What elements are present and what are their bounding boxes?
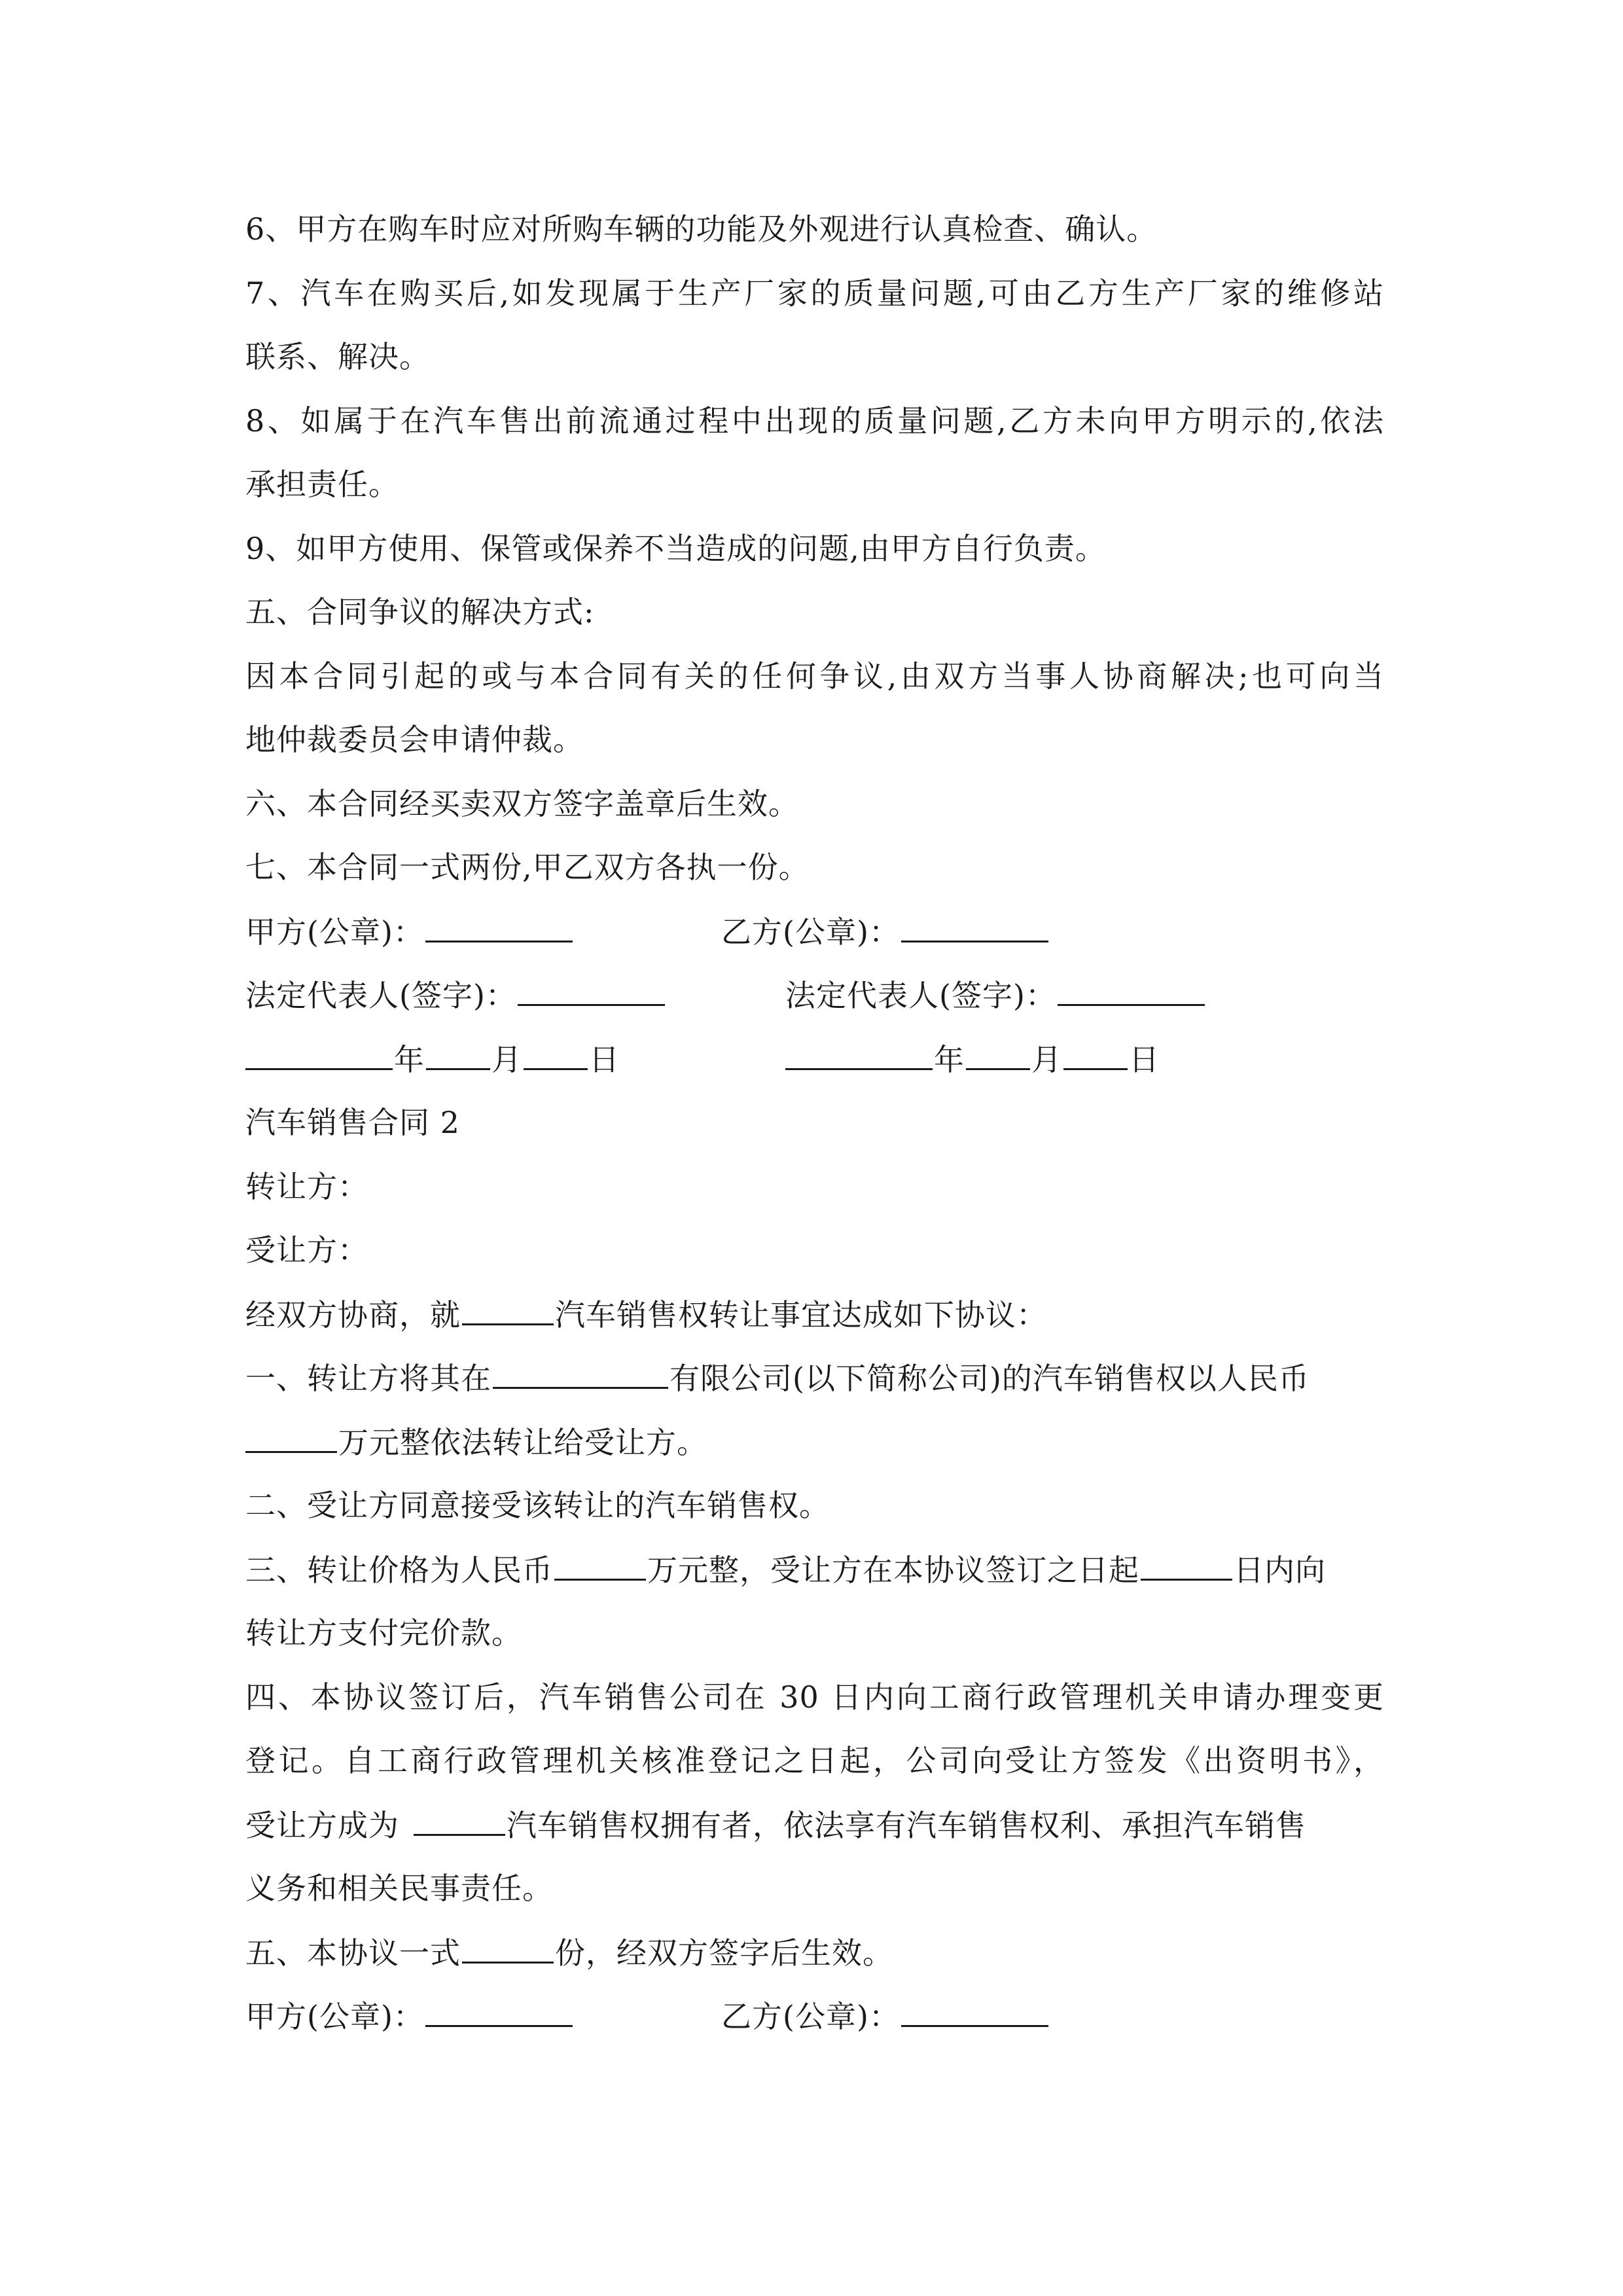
c2-party-a-blank (425, 1996, 573, 2027)
party-b-day-label: 日 (1129, 1042, 1160, 1077)
c3-price-blank (554, 1550, 646, 1581)
c4-owner-blank (414, 1805, 505, 1836)
c1-text-a: 一、转让方将其在 (245, 1361, 491, 1396)
party-b-month-blank (966, 1039, 1030, 1070)
clause-7-line-1: 7、汽车在购买后,如发现属于生产厂家的质量问题,可由乙方生产厂家的维修站 (245, 276, 1384, 311)
party-a-day-blank (524, 1039, 588, 1070)
clause-6: 6、甲方在购车时应对所购车辆的功能及外观进行认真检查、确认。 (245, 211, 1158, 247)
intro-text-b: 汽车销售权转让事宜达成如下协议： (555, 1297, 1047, 1333)
dispute-line-1: 因本合同引起的或与本合同有关的任何争议,由双方当事人协商解决;也可向当 (245, 658, 1384, 694)
section-6: 六、本合同经买卖双方签字盖章后生效。 (245, 786, 799, 821)
clause-8-line-1: 8、如属于在汽车售出前流通过程中出现的质量问题,乙方未向甲方明示的,依法 (245, 403, 1384, 439)
c1-amount-blank (245, 1422, 337, 1453)
party-a-seal-blank (425, 912, 573, 942)
c2-party-b-blank (901, 1996, 1048, 2027)
section-7: 七、本合同一式两份,甲乙双方各执一份。 (245, 850, 810, 885)
party-a-day-label: 日 (589, 1042, 620, 1077)
party-a-rep-label (245, 975, 666, 1015)
party-b-day-blank (1063, 1039, 1128, 1070)
party-a-rep-blank (518, 975, 665, 1006)
c2-party-a-text: 甲方(公章)： (245, 1999, 424, 2034)
party-a-month-label: 月 (491, 1042, 522, 1077)
clause-7-line-2: 联系、解决。 (245, 339, 430, 374)
c2-signature-row (245, 1996, 1384, 2036)
party-a-year-label: 年 (394, 1042, 425, 1077)
party-b-rep-label (785, 975, 1206, 1015)
party-b-year-label: 年 (934, 1042, 965, 1077)
c5-copies-blank (462, 1933, 554, 1964)
dispute-line-2: 地仲裁委员会申请仲裁。 (245, 722, 584, 757)
c2-clause-1-line-1 (245, 1358, 1384, 1397)
clause-8-line-2: 承担责任。 (245, 467, 399, 502)
c2-clause-5 (245, 1933, 1384, 1972)
contract-2-title: 汽车销售合同 2 (245, 1105, 460, 1140)
c1-company-blank (493, 1358, 668, 1389)
c3-text-c: 日内向 (1234, 1552, 1326, 1588)
signature-row-date (245, 1039, 1384, 1079)
party-a-month-blank (426, 1039, 490, 1070)
party-a-rep-text: 法定代表人(签字)： (245, 978, 516, 1013)
party-b-seal-text: 乙方(公章)： (721, 914, 900, 950)
c2-clause-4-line-2: 登记。自工商行政管理机关核准登记之日起，公司向受让方签发《出资明书》， (245, 1743, 1384, 1778)
c2-party-a-seal (245, 1996, 574, 2036)
party-b-year-blank (785, 1039, 933, 1070)
c1-text-c: 万元整依法转让给受让方。 (338, 1425, 707, 1460)
c5-text-a: 五、本协议一式 (245, 1935, 461, 1971)
c2-clause-1-line-2 (245, 1422, 1384, 1462)
party-a-seal-label (245, 912, 574, 952)
party-b-rep-blank (1058, 975, 1205, 1006)
signature-row-seal (245, 912, 1384, 951)
c2-clause-3-line-2: 转让方支付完价款。 (245, 1615, 522, 1651)
transferor-label: 转让方： (245, 1169, 368, 1204)
c2-clause-4-line-3 (245, 1805, 1384, 1844)
party-a-seal-text: 甲方(公章)： (245, 914, 424, 950)
party-b-rep-text: 法定代表人(签字)： (785, 978, 1056, 1013)
intro-blank (462, 1295, 554, 1325)
c3-text-b: 万元整，受让方在本协议签订之日起 (647, 1552, 1139, 1588)
c3-days-blank (1141, 1550, 1232, 1581)
party-b-date (785, 1039, 1160, 1079)
c2-clause-4-line-4: 义务和相关民事责任。 (245, 1871, 553, 1906)
c2-party-b-seal (721, 1996, 1050, 2036)
c4-text-d: 汽车销售权拥有者，依法享有汽车销售权利、承担汽车销售 (507, 1808, 1306, 1843)
c2-party-b-text: 乙方(公章)： (721, 1999, 900, 2034)
party-b-month-label: 月 (1031, 1042, 1062, 1077)
c5-text-b: 份，经双方签字后生效。 (555, 1935, 893, 1971)
intro-text-a: 经双方协商，就 (245, 1297, 461, 1333)
contract-2-intro (245, 1295, 1384, 1334)
party-b-seal-blank (901, 912, 1048, 942)
c2-clause-2: 二、受让方同意接受该转让的汽车销售权。 (245, 1488, 830, 1523)
section-5-heading: 五、合同争议的解决方式: (245, 594, 595, 630)
party-a-year-blank (245, 1039, 393, 1070)
clause-9: 9、如甲方使用、保管或保养不当造成的问题,由甲方自行负责。 (245, 531, 1106, 566)
c1-text-b: 有限公司(以下简称公司)的汽车销售权以人民币 (669, 1361, 1310, 1396)
c2-clause-4-line-1: 四、本协议签订后，汽车销售公司在 30 日内向工商行政管理机关申请办理变更 (245, 1679, 1384, 1715)
transferee-label: 受让方： (245, 1232, 368, 1268)
c2-clause-3-line-1 (245, 1550, 1384, 1589)
c4-text-c: 受让方成为 (245, 1808, 399, 1843)
signature-row-representative (245, 975, 1384, 1014)
c3-text-a: 三、转让价格为人民币 (245, 1552, 553, 1588)
party-a-date (245, 1039, 620, 1079)
party-b-seal-label (721, 912, 1050, 952)
